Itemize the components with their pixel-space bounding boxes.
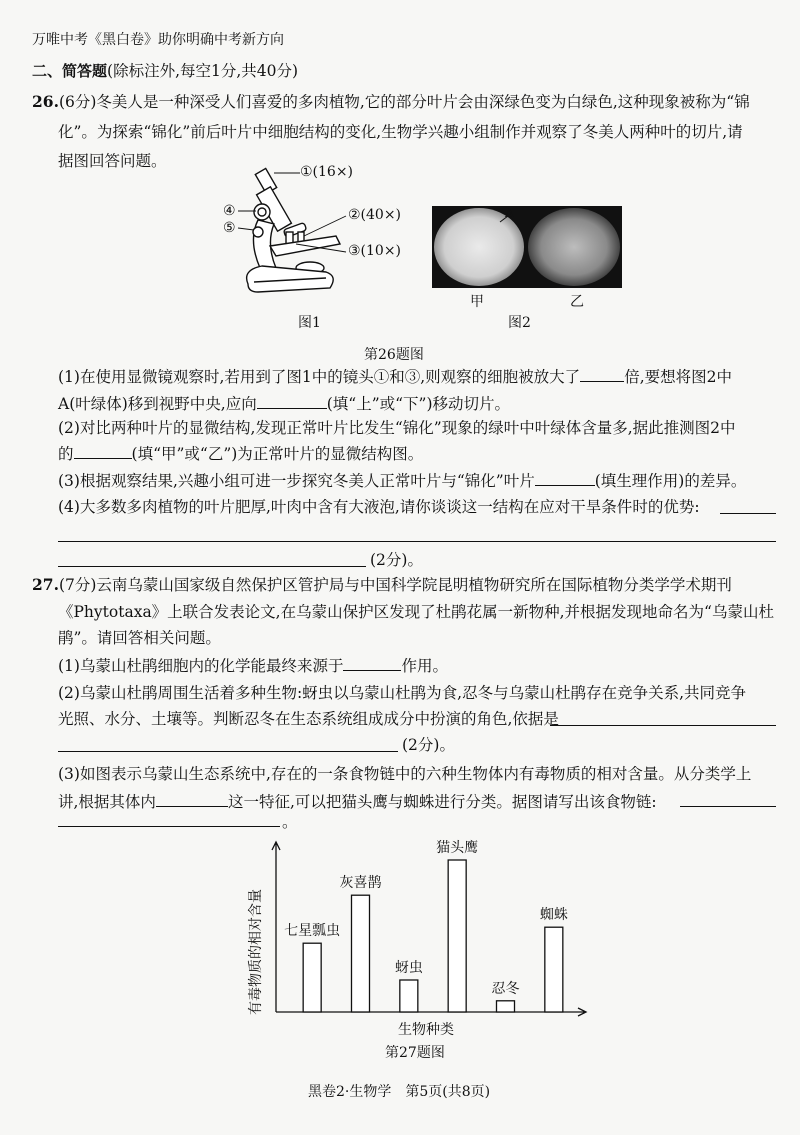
q26-part3-line	[58, 470, 746, 491]
q27-answer-line-role-2[interactable]	[58, 751, 398, 752]
q26-answer-blank-jia-yi[interactable]	[74, 443, 132, 459]
page-header: 万唯中考《黑白卷》助你明确中考新方向	[32, 32, 284, 48]
q26-part3-text-a: (3)根据观察结果,兴趣小组可进一步探究冬美人正常叶片与“锦化”叶片	[58, 472, 535, 490]
bar-label-5: 忍冬	[491, 980, 520, 997]
q26-answer-line-advantage-1[interactable]	[720, 513, 776, 514]
microscope-figure	[218, 160, 398, 310]
section-title: 二、简答题	[32, 62, 108, 80]
q27-part3-line2	[58, 791, 657, 812]
bar-2	[352, 895, 370, 1012]
bar-1	[303, 943, 321, 1012]
q26-answer-line-advantage-2[interactable]	[58, 541, 776, 542]
q27-part3-text-b: 讲,根据其体内	[58, 793, 156, 811]
q26-answer-line-advantage-3[interactable]	[58, 566, 366, 567]
q27-intro-line2: 《Phytotaxa》上联合发表论文,在乌蒙山保护区发现了杜鹃花属一新物种,并根据发现地命名为“乌蒙山杜	[58, 603, 774, 621]
q27-answer-line-foodchain-2[interactable]	[58, 826, 280, 827]
q27-part1-text-a: (1)乌蒙山杜鹃细胞内的化学能最终来源于	[58, 657, 344, 675]
q27-part2-text-b: 光照、水分、土壤等。判断忍冬在生态系统组成成分中扮演的角色,依据是	[58, 710, 559, 728]
bar-4	[448, 860, 466, 1012]
q27-part2-line1: (2)乌蒙山杜鹃周围生活着多种生物:蚜虫以乌蒙山杜鹃为食,忍冬与乌蒙山杜鹃存在竞争关系,共同竞争	[58, 684, 747, 702]
bar-label-6: 蜘蛛	[539, 907, 568, 924]
q27-intro-line3: 鹃”。请回答相关问题。	[58, 629, 221, 647]
q27-part1-line	[58, 655, 448, 676]
q26-intro-text1: (6分)冬美人是一种深受人们喜爱的多肉植物,它的部分叶片会由深绿色变为白绿色,这种现象被称为“锦	[58, 93, 750, 111]
q26-part1-text-d: (填“上”或“下”)移动切片。	[326, 395, 511, 413]
q26-figure-caption: 第26题图	[364, 347, 424, 363]
q26-part1-line2	[58, 393, 510, 414]
q26-part4-end: (2分)。	[370, 551, 423, 569]
stage	[270, 236, 340, 256]
leader-line-5	[238, 228, 254, 230]
q27-part3-text-c: 这一特征,可以把猫头鹰与蜘蛛进行分类。据图请写出该食物链:	[227, 793, 657, 811]
y-axis	[272, 842, 280, 1012]
q27-part2-end: (2分)。	[402, 736, 455, 754]
q26-answer-blank-magnification[interactable]	[580, 366, 624, 382]
q27-part3-line1: (3)如图表示乌蒙山生态系统中,存在的一条食物链中的六种生物体内有毒物质的相对含量。从分类学上	[58, 765, 752, 783]
q27-intro-line1	[32, 575, 732, 595]
chart-x-axis-label: 生物种类	[398, 1022, 454, 1038]
fig2-label-yi: 乙	[570, 294, 584, 310]
q26-part2-text-c: (填“甲”或“乙”)为正常叶片的显微结构图。	[131, 445, 424, 463]
bar-3	[400, 980, 418, 1012]
fig2-label-jia: 甲	[470, 294, 484, 310]
bar-5	[497, 1001, 515, 1012]
q27-part1-text-b: 作用。	[401, 657, 448, 675]
micrograph-figure	[432, 206, 622, 288]
fig1-label4: ④	[223, 203, 236, 219]
q27-part2-line2	[58, 709, 559, 729]
bar-label-1: 七星瓢虫	[284, 923, 341, 940]
q26-part2-text-b: 的	[58, 445, 74, 463]
fig2-caption: 图2	[508, 315, 531, 331]
q26-part4-line	[58, 497, 700, 517]
q27-number: 27.	[32, 575, 59, 594]
fig1-label1: ①(16×)	[300, 164, 354, 180]
fig1-label3: ③(10×)	[348, 243, 402, 259]
chart-y-axis-label: 有毒物质的相对含量	[248, 889, 264, 1015]
q27-answer-blank-feature[interactable]	[156, 791, 228, 807]
q26-intro-line1	[32, 92, 750, 112]
section-note: (除标注外,每空1分,共40分)	[107, 62, 299, 80]
section-heading	[32, 61, 298, 81]
q27-part3-end: 。	[282, 813, 298, 831]
bar-label-2: 灰喜鹊	[339, 875, 382, 892]
q26-number: 26.	[32, 92, 59, 111]
q26-part2-line1: (2)对比两种叶片的显微结构,发现正常叶片比发生“锦化”现象的绿叶中叶绿体含量多,据此推测图2中	[58, 419, 736, 437]
leader-line-2	[304, 216, 346, 236]
micrograph-yi	[528, 208, 620, 286]
q26-intro-line3: 据图回答问题。	[58, 152, 167, 170]
q26-part1-text-a: (1)在使用显微镜观察时,若用到了图1中的镜头①和③,则观察的细胞被放大了	[58, 368, 581, 386]
fig2-label-a: A	[505, 206, 514, 220]
x-axis	[276, 1008, 586, 1016]
fig1-label5: ⑤	[223, 220, 236, 236]
bar-6	[545, 927, 563, 1012]
q26-part1-line1	[58, 366, 732, 387]
q27-answer-line-foodchain-1[interactable]	[680, 806, 776, 807]
q26-part2-line2	[58, 443, 423, 464]
bar-label-4: 猫头鹰	[436, 840, 479, 856]
fine-knob	[253, 227, 263, 237]
q27-answer-blank-energy[interactable]	[343, 655, 401, 671]
q26-answer-blank-direction[interactable]	[257, 393, 327, 409]
q26-part3-text-b: (填生理作用)的差异。	[594, 472, 747, 490]
q26-answer-blank-physiology[interactable]	[535, 470, 595, 486]
q27-figure-caption: 第27题图	[385, 1045, 445, 1061]
fig1-label2: ②(40×)	[348, 207, 402, 223]
page-footer: 黑卷2·生物学 第5页(共8页)	[308, 1084, 491, 1100]
fig1-caption: 图1	[298, 315, 321, 331]
q26-part4-text: (4)大多数多肉植物的叶片肥厚,叶肉中含有大液泡,请你谈谈这一结构在应对干旱条件时的优势:	[58, 498, 700, 516]
q27-answer-line-role-1[interactable]	[550, 725, 776, 726]
q27-intro-text1: (7分)云南乌蒙山国家级自然保护区管护局与中国科学院昆明植物研究所在国际植物分类学学术期刊	[58, 576, 732, 594]
q26-part1-text-c: A(叶绿体)移到视野中央,应向	[58, 395, 257, 413]
coarse-knob-center	[258, 208, 266, 216]
bar-label-3: 蚜虫	[394, 960, 423, 976]
q26-part1-text-b: 倍,要想将图2中	[624, 368, 732, 386]
q26-intro-line2: 化”。为探索“锦化”前后叶片中细胞结构的变化,生物学兴趣小组制作并观察了冬美人两种叶的切片,请	[58, 123, 743, 141]
